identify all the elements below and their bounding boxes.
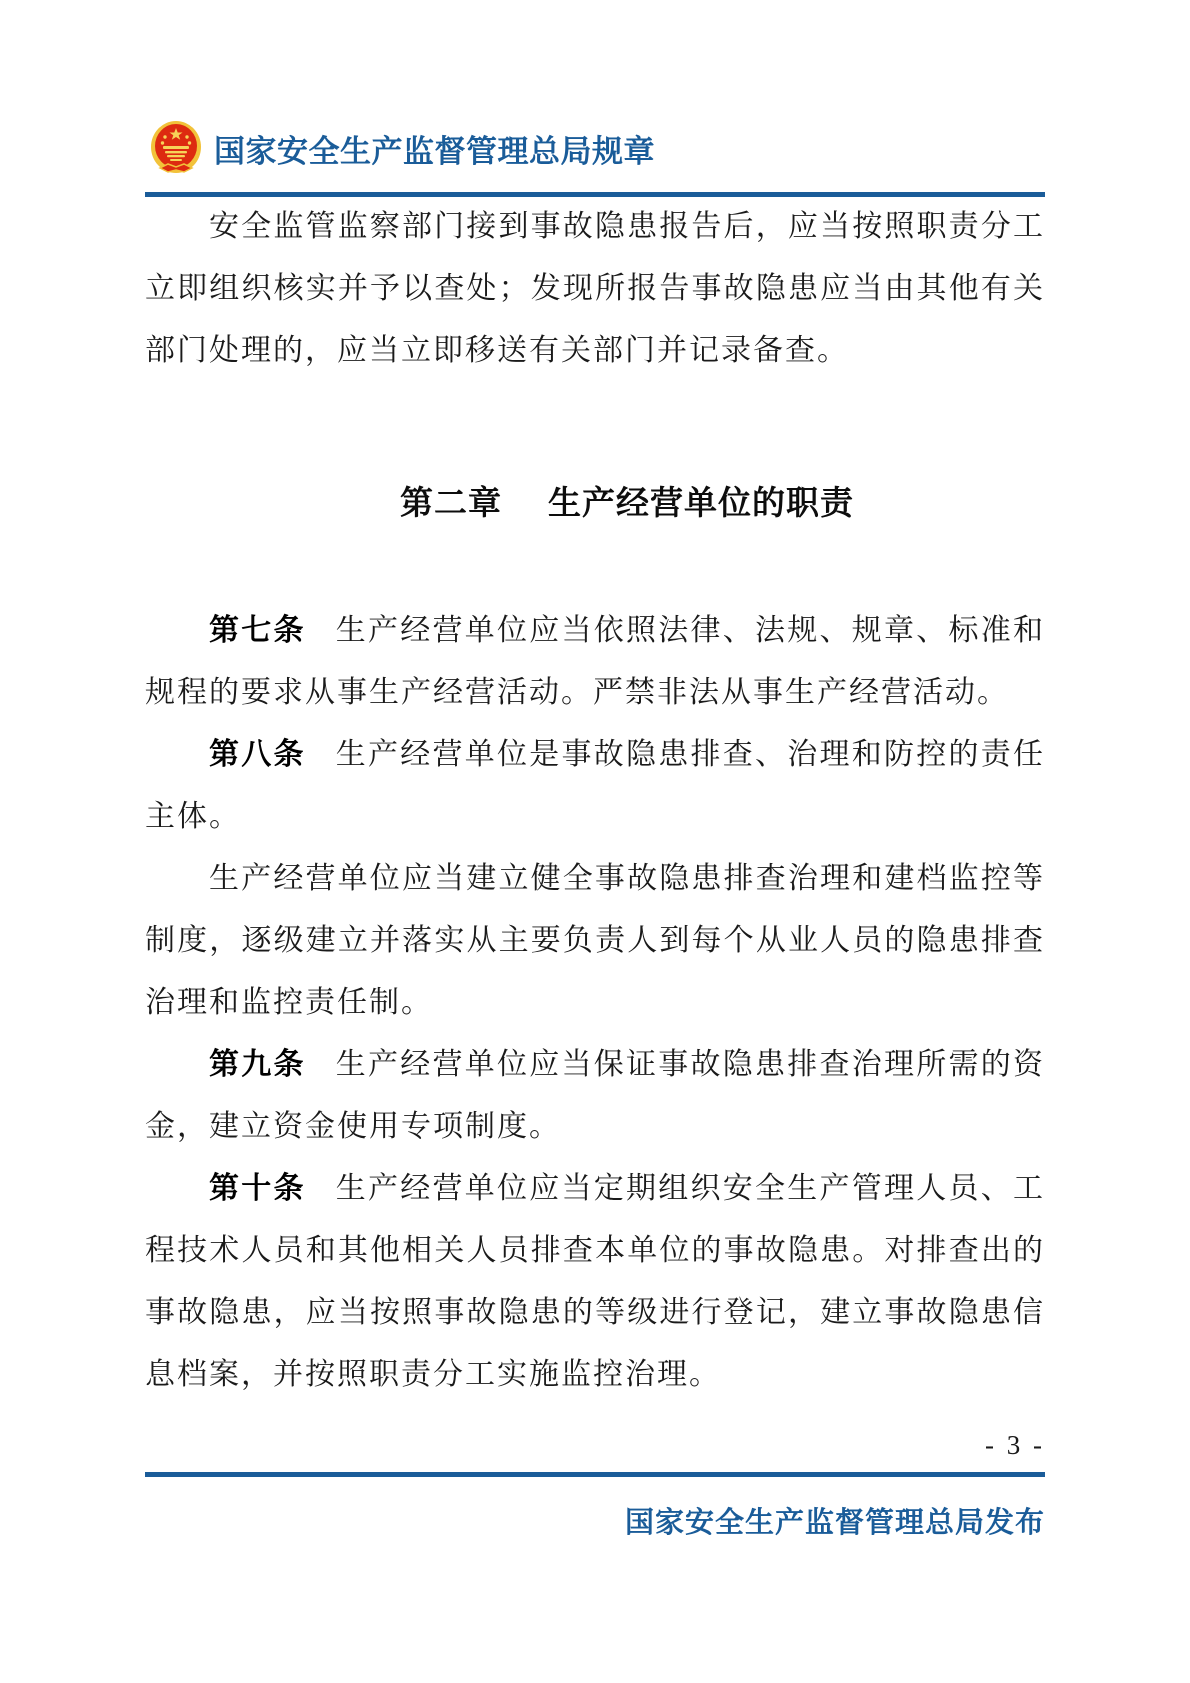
page-title: 国家安全生产监督管理总局规章 bbox=[214, 133, 655, 169]
article-text: 生产经营单位应当建立健全事故隐患排查治理和建档监控等制度，逐级建立并落实从主要负责人到每个从业人员的隐患排查治理和监控责任制。 bbox=[145, 862, 1045, 1019]
article-text: 生产经营单位应当依照法律、法规、规章、标准和规程的要求从事生产经营活动。严禁非法从事生产经营活动。 bbox=[145, 614, 1045, 709]
footer-publisher: 国家安全生产监督管理总局发布 bbox=[624, 1507, 1045, 1539]
chapter-title: 生产经营单位的职责 bbox=[548, 484, 854, 521]
document-header bbox=[150, 118, 1050, 178]
national-emblem-icon bbox=[150, 120, 202, 176]
article-paragraph bbox=[145, 1158, 1045, 1406]
article-text: 生产经营单位应当定期组织安全生产管理人员、工程技术人员和其他相关人员排查本单位的事故隐患。对排查出的事故隐患，应当按照事故隐患的等级进行登记，建立事故隐患信息档案，并按照职责分工实施监控治理。 bbox=[145, 1172, 1045, 1391]
article-text: 生产经营单位是事故隐患排查、治理和防控的责任主体。 bbox=[145, 738, 1045, 833]
article-paragraph bbox=[145, 600, 1045, 724]
chapter-number: 第二章 bbox=[400, 484, 502, 521]
intro-paragraph bbox=[145, 196, 1045, 382]
article-number-label: 第十条 bbox=[209, 1172, 306, 1205]
article-number-label: 第七条 bbox=[209, 614, 306, 647]
article-paragraph bbox=[145, 1034, 1045, 1158]
intro-paragraph-text: 安全监管监察部门接到事故隐患报告后，应当按照职责分工立即组织核实并予以查处；发现所报告事故隐患应当由其他有关部门处理的，应当立即移送有关部门并记录备查。 bbox=[145, 210, 1045, 367]
article-paragraph bbox=[145, 724, 1045, 848]
chapter-heading bbox=[177, 478, 1077, 528]
footer-divider bbox=[145, 1472, 1045, 1477]
document-body bbox=[145, 196, 1045, 1406]
article-number-label: 第八条 bbox=[209, 738, 306, 771]
article-paragraph bbox=[145, 848, 1045, 1034]
article-text: 生产经营单位应当保证事故隐患排查治理所需的资金，建立资金使用专项制度。 bbox=[145, 1048, 1045, 1143]
page-number: - 3 - bbox=[985, 1430, 1045, 1460]
article-number-label: 第九条 bbox=[209, 1048, 306, 1081]
